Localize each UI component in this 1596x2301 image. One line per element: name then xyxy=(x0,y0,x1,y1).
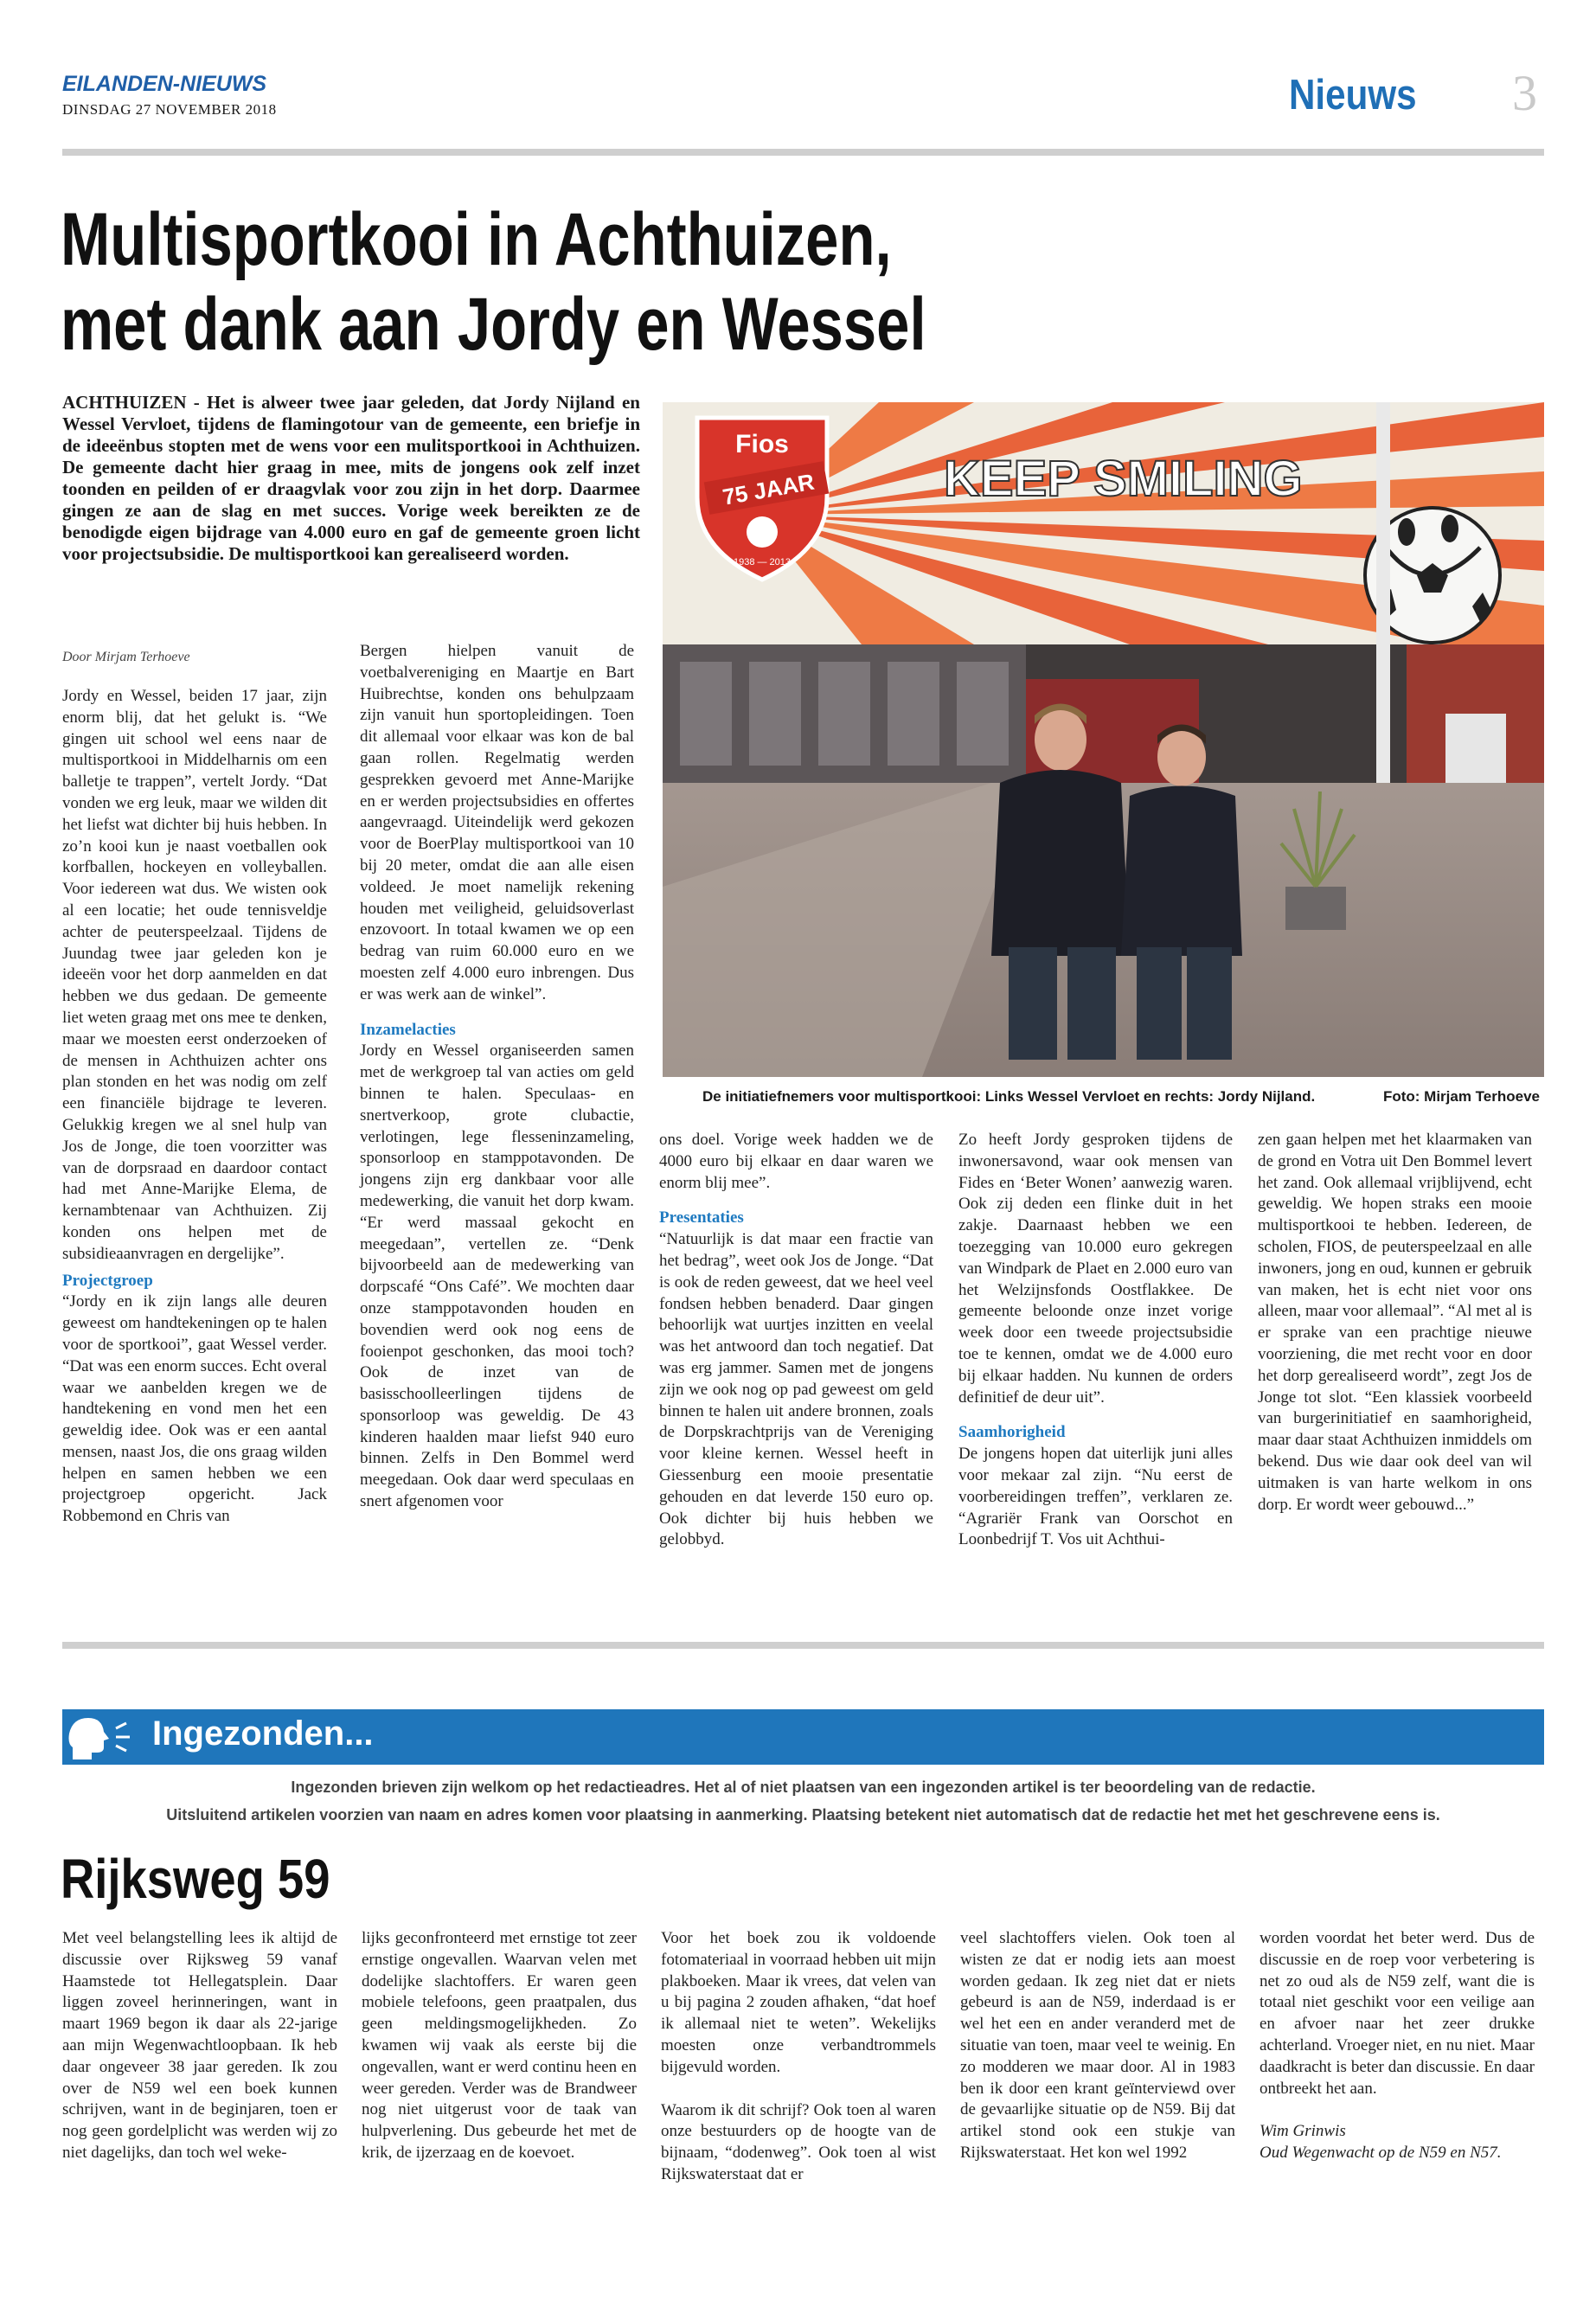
caption-text: De initiatiefnemers voor multisportkooi: Links Wessel Vervloet en rechts: Jordy Nijland. xyxy=(702,1088,1316,1105)
shield-years-text: 1938 — 2013 xyxy=(733,557,792,567)
paragraph: De jongens hopen dat uiterlijk juni alles voor mekaar zal zijn. “Nu eerst de voorbereidingen treffen”, verklaren ze. “Agrariër Frank van Oorschot en Loonbedrijf T. Vos uit Achthui- xyxy=(958,1445,1233,1549)
article-photo xyxy=(663,402,1544,1077)
letter-column-2: lijks geconfronteerd met ernstige tot zeer ernstige ongevallen. Waarvan velen met dodelijke slachtoffers. Er waren geen mobiele telefoons, geen praatpalen, dus geen meldingsmogelijkheden. Zo kwamen wij vaak als eerste bij die ongevallen, want er werd continu heen en weer gereden. Verder was de Brandweer nog niet uitgerust voor de taak van hulpverlening. Dus gebeurde het met de krik, de ijzerzaag en de koevoet. xyxy=(362,1929,637,2162)
page-number: 3 xyxy=(1512,65,1537,121)
article-intro: ACHTHUIZEN - Het is alweer twee jaar geleden, dat Jordy Nijland en Wessel Vervloet, tijdens de flamingotour van de gemeente, een briefje in de ideeënbus stopten met de wens voor een mulitsportkooi in Achthuizen. De gemeente dacht hier graag in mee, mits de jongens ook zelf inzet toonden en peilden of er draagvlak voor zou zijn in het dorp. Daarmee gingen ze aan de slag en met succes. Vorige week bereikten ze de benodigde eigen bijdrage van 4.000 euro en gaf de gemeente groen licht voor projectsubsidie. De multisportkooi kan gerealiseerd worden. xyxy=(62,392,640,564)
banner-keep-smiling-text: KEEP SMILING xyxy=(944,451,1303,507)
subheading-inzamelacties: Inzamelacties xyxy=(360,1020,456,1039)
paragraph: zen gaan helpen met het klaarmaken van de grond en Votra uit Den Bommel levert het zand. Ook allemaal vrijblijvend, echt geweldig. We hopen straks een mooie multisportkooi te hebben. Iedereen, de scholen, FIOS, de peuterspeelzaal en alle inwoners, jong en oud, kunnen er gebruik van maken, het is echt niet voor ons alleen, maar voor allemaal”. “Al met al is er sprake van een prachtige nieuwe voorziening, die met recht voor en door het dorp gerealiseerd wordt”, zegt Jos de Jonge tot slot. “Een klassiek voorbeeld van burgerinitiatief en saamhorigheid, maar daar staat Achthuizen inmiddels om bekend. Dus wie daar ook deel van wil uitmaken is van harte welkom in ons dorp. Er wordt weer gebouwd...” xyxy=(1258,1131,1532,1514)
paragraph: ons doel. Vorige week hadden we de 4000 euro bij elkaar en daar waren we enorm blij mee”. xyxy=(659,1131,933,1192)
letter-headline: Rijksweg 59 xyxy=(61,1848,330,1910)
section-title: Nieuws xyxy=(1289,72,1417,119)
shield-75-jaar-text: 75 JAAR xyxy=(721,468,817,510)
paragraph: “Jordy en ik zijn langs alle deuren geweest om handtekeningen op te halen voor de sportkooi”, gaat Wessel verder. “Dat was een enorm succes. Echt overal waar we aanbelden kregen we de handtekening en vond men het een geweldig idee. Ook was er een aantal mensen, naast Jos, die ons graag wilden helpen en samen hebben we een projectgroep opgericht. Jack Robbemond en Chris van xyxy=(62,1292,327,1526)
letter-column-4: veel slachtoffers vielen. Ook toen al wisten ze dat er nodig iets aan moest worden gedaan. Ik zeg niet dat er niets gebeurd is aan de N59, inderdaad is er wel het een en ander veranderd met de situatie van toen, maar veel te weinig. En zo modderen we maar door. Al in 1983 ben ik door een krant geïnterviewd over de gevaarlijke situatie op de N59. Bij dat artikel stond ook een stukje van Rijkswaterstaat. Het kon wel 1992 xyxy=(960,1929,1235,2162)
paragraph: Jordy en Wessel, beiden 17 jaar, zijn enorm blij, dat het gelukt is. “We gingen uit school wel eens naar de multisportkooi in Middelharnis om een balletje te trappen”, vertelt Jordy. “Dat vonden we erg leuk, maar we wilden dit het liefst wat dichter bij huis hebben. In zo’n kooi kun je naast voetballen ook korfballen, hockeyen en volleyballen. Voor iedereen wat dus. We wisten ook al een locatie; het oude tennisveldje achter de peuterspeelzaal. Tijdens de Juundag twee jaar geleden kon je ideeën voor het dorp aanmelden en dat hebben we dus gedaan. De gemeente liet weten graag met ons mee te denken, maar we moesten eerst onderzoeken of de mensen in Achthuizen achter ons plan stonden en het was nodig om zelf een financiële bijdrage te leveren. Gelukkig kregen we al snel hulp van Jos de Jonge, die toen voorzitter was van de dorpsraad en daardoor contact had met Anne-Marijke Elema, de kernambtenaar van Achthuizen. Zij konden ons helpen met de subsidieaanvragen en dergelijke”. xyxy=(62,687,327,1263)
subheading-saamhorigheid: Saamhorigheid xyxy=(958,1423,1066,1442)
letter-column-5 xyxy=(1259,1928,1535,2164)
section-rule xyxy=(62,1642,1544,1649)
shield-fios-text: Fios xyxy=(735,430,789,458)
top-rule xyxy=(62,149,1544,156)
article-column-1 xyxy=(62,686,327,1528)
ingezonden-note-2: Uitsluitend artikelen voorzien van naam en adres komen voor plaatsing in aanmerking. Plaatsing betekent niet automatisch dat de redactie het met het geschrevene eens is. xyxy=(166,1806,1440,1823)
headline-line-1: Multisportkooi in Achthuizen, xyxy=(61,198,892,281)
article-column-5 xyxy=(1258,1130,1532,1516)
article-column-4 xyxy=(958,1130,1233,1551)
signature-role: Oud Wegenwacht op de N59 en N57. xyxy=(1259,2144,1502,2163)
paragraph: worden voordat het beter werd. Dus de discussie en de roep voor verbetering is net zo oud als de N59 zelf, want die is totaal niet geschikt voor een veilige aan en afvoer naar het zeer drukke achterland. Vroeger niet, en nu niet. Maar daadkracht is beter dan discussie. En daar ontbreekt het aan. xyxy=(1259,1929,1535,2098)
paragraph: Bergen hielpen vanuit de voetbalvereniging en Maartje en Bart Huibrechtse, konden ons behulpzaam zijn vanuit hun sportopleidingen. Toen dit allemaal voor elkaar was kon de bal gaan rollen. Regelmatig werden gesprekken gevoerd met Anne-Marijke en er werden projectsubsidies en offertes aangevraagd. Uiteindelijk werd gekozen voor de BoerPlay multisportkooi van 10 bij 20 meter, omdat die aan alle eisen voldeed. Je moet namelijk rekening houden met veiligheid, geluidsoverlast enzovoort. In totaal kwamen we op een bedrag van ruim 60.000 euro en we moesten zelf 4.000 euro inbrengen. Dus er was werk aan de winkel”. xyxy=(360,642,634,1003)
article-headline xyxy=(61,197,1029,367)
paragraph: Jordy en Wessel organiseerden samen met de werkgroep tal van acties om geld binnen te halen. Speculaas- en snertverkoop, grote clubactie, verlotingen, lege flesseninzameling, sponsorloop en stamppotavonden. De jongens zijn erg dankbaar voor alle medewerking, die vanuit het dorp kwam. “Er werd massaal gekocht en meegedaan”, vertellen ze. “Denk bijvoorbeeld aan de medewerking van dorpscafé “Ons Café”. We mochten daar onze stamppotavonden houden en bovendien werd ook nog eens de fooienpot geschonken, das mooi toch? Ook de inzet van de basisschoolleerlingen tijdens de sponsorloop was geweldig. De 43 kinderen haalden maar liefst 940 euro binnen. Zelfs in Den Bommel werd meegedaan. Ook daar werd speculaas en snert afgenomen voor xyxy=(360,1042,634,1511)
subheading-projectgroep: Projectgroep xyxy=(62,1271,153,1290)
letter-column-1: Met veel belangstelling lees ik altijd de discussie over Rijksweg 59 vanaf Haamstede tot Hellegatsplein. Daar liggen zoveel herinneringen, want in maart 1969 begon ik daar als 22-jarige aan mijn Wegenwachtloopbaan. Ik heb daar ongeveer 38 jaar gereden. Ik zou over de N59 wel een boek kunnen schrijven, want in de beginjaren, toen er nog geen gordelplicht was werden wij zo niet dagelijks, dan toch wel weke- xyxy=(62,1929,337,2162)
article-column-3 xyxy=(659,1130,933,1551)
paragraph: Zo heeft Jordy gesproken tijdens de inwonersavond, waar ook mensen van Fides en ‘Beter Wonen’ aanwezig waren. Ook zij deden een flinke duit in het zakje. Daarnaast hebben we een toezegging van 10.000 euro gekregen van Windpark de Plaet en 2.000 euro van het Welzijnsfonds Oostflakkee. De gemeente beloonde onze inzet vorige week door een tweede projectsubsidie toe te kennen, omdat we de 4.000 euro bij elkaar hadden. Nu kunnen de orders definitief de deur uit”. xyxy=(958,1131,1233,1407)
photo-caption xyxy=(702,1088,1540,1106)
subheading-presentaties: Presentaties xyxy=(659,1208,744,1227)
paragraph: Voor het boek zou ik voldoende fotomateriaal in voorraad hebben uit mijn plakboeken. Maar ik vrees, dat velen van u bij pagina 2 zouden afhaken, “dat hoef ik allemaal niet te weten”. Wekelijks moesten onze verbandtrommels bijgevuld worden. xyxy=(661,1929,936,2076)
newspaper-logo: EILANDEN-NIEUWS xyxy=(62,72,267,96)
headline-line-2: met dank aan Jordy en Wessel xyxy=(61,283,926,366)
article-column-2 xyxy=(360,641,634,1513)
paragraph: Waarom ik dit schrijf? Ook toen al waren onze bestuurders op de hoogte van de bijnaam, “dodenweg”. Ook toen al wist Rijkswaterstaat dat er xyxy=(661,2100,936,2183)
speaking-head-icon xyxy=(62,1709,152,1765)
photo-credit: Foto: Mirjam Terhoeve xyxy=(1382,1088,1540,1105)
issue-date: DINSDAG 27 NOVEMBER 2018 xyxy=(62,101,277,118)
photo-illustration xyxy=(663,402,1544,1077)
ingezonden-title: Ingezonden... xyxy=(152,1715,374,1753)
signature-name: Wim Grinwis xyxy=(1259,2122,1346,2141)
paragraph: “Natuurlijk is dat maar een fractie van het bedrag”, weet ook Jos de Jonge. “Dat is ook de reden geweest, dat we heel veel fondsen hebben benaderd. Daar gingen behoorlijk wat uurtjes inzitten en veelal was het antwoord dan toch negatief. Dat was erg jammer. Samen met de jongens zijn we ook nog op pad geweest om geld binnen te halen uit andere bronnen, zoals de Dorpskrachtprijs van de Vereniging voor kleine kernen. Wessel heeft in Giessenburg een mooie presentatie gehouden en dat leverde 150 euro op. Ook dichter bij huis hebben we gelobbyd. xyxy=(659,1230,933,1549)
byline: Door Mirjam Terhoeve xyxy=(62,650,190,664)
letter-column-3 xyxy=(661,1928,936,2186)
ingezonden-note-1: Ingezonden brieven zijn welkom op het redactieadres. Het al of niet plaatsen van een ingezonden artikel is ter beoordeling van de redactie. xyxy=(291,1779,1316,1796)
